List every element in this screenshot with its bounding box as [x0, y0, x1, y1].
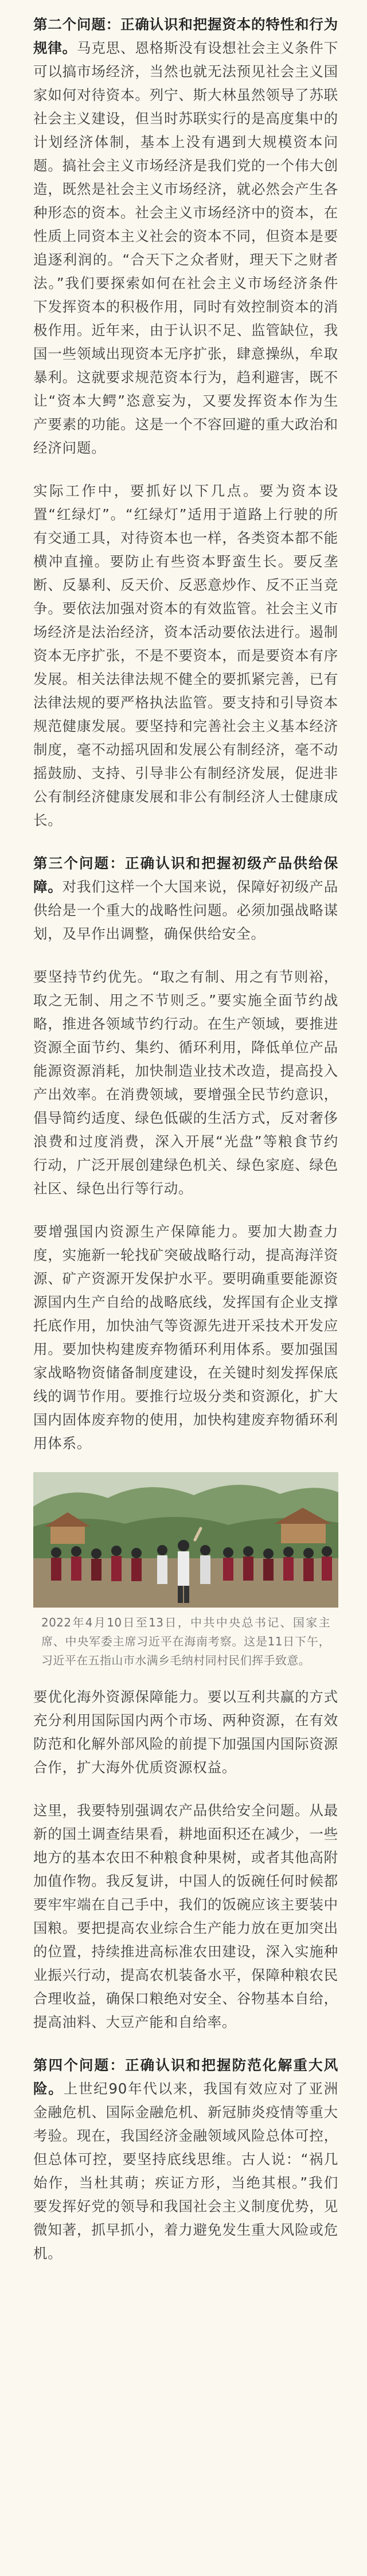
village-crowd-illustration: [33, 1472, 338, 1608]
paragraph-conservation: 要坚持节约优先。“取之有制、用之有节则裕，取之无制、用之不节则乏。”要实施全面节约战略，推进各领域节约行动。在生产领域，要推进资源全面节约、集约、循环利用，降低单位产品能源资源消耗，加快制造业技术改造，提高投入产出效率。在消费领域，要增强全民节约意识，倡导简约适度、绿色低碳的生活方式，反对奢侈浪费和过度消费，深入开展“光盘”等粮食节约行动，广泛开展创建绿色机关、绿色家庭、绿色社区、绿色出行等行动。: [33, 968, 338, 1197]
paragraph-practical-work: 实际工作中，要抓好以下几点。要为资本设置“红绿灯”。“红绿灯”适用于道路上行驶的所有交通工具，对待资本也一样，各类资本都不能横冲直撞。要防止有些资本野蛮生长。要反垄断、反暴利、反天价、反恶意炒作、反不正当竞争。要依法加强对资本的有效监管。社会主义市场经济是法治经济，资本活动要依法进行。遏制资本无序扩张，不是不要资本，而是要资本有序发展。相关法律法规不健全的要抓紧完善，已有法律法规的要严格执法监管。要支持和引导资本规范健康发展。要坚持和完善社会主义基本经济制度，毫不动摇巩固和发展公有制经济，毫不动摇鼓励、支持、引导非公有制经济发展，促进非公有制经济健康发展和非公有制经济人士健康成长。: [33, 482, 338, 828]
photo-caption: 2022年4月10日至13日，中共中央总书记、国家主席、中央军委主席习近平在海南考察。这是11日下午，习近平在五指山市水满乡毛纳村同村民们挥手致意。: [41, 1616, 330, 1667]
body-question-four: 上世纪90年代以来，我国有效应对了亚洲金融危机、国际金融危机、新冠肺炎疫情等重大考验。现在，我国经济金融领域风险总体可控，但总体可控，要坚持底线思维。古人说：“祸几始作，当杜其萌；疾证方形，当绝其根。”我们要发挥好党的领导和我国社会主义制度优势，见微知著，抓早抓小，着力避免发生重大风险或危机。: [33, 2080, 339, 2262]
paragraph-overseas-resources: 要优化海外资源保障能力。要以互利共赢的方式充分利用国际国内两个市场、两种资源，在有效防范和化解外部风险的前提下加强国内国际资源合作，扩大海外优质资源权益。: [33, 1688, 338, 1776]
body-question-two: 马克思、恩格斯没有设想社会主义条件下可以搞市场经济，当然也就无法预见社会主义国家如何对待资本。列宁、斯大林虽然领导了苏联社会主义建设，但当时苏联实行的是高度集中的计划经济体制，基本上没有遇到大规模资本问题。搞社会主义市场经济是我们党的一个伟大创造，既然是社会主义市场经济，就必然会产生各种形态的资本。社会主义市场经济中的资本，在性质上同资本主义社会的资本不同，但资本是要追逐利润的。“合天下之众者财，理天下之财者法。”我们要探索如何在社会主义市场经济条件下发挥资本的积极作用，同时有效控制资本的消极作用。近年来，由于认识不足、监管缺位，我国一些领域出现资本无序扩张，肆意操纵，牟取暴利。这就要求规范资本行为，趋利避害，既不让“资本大鳄”恣意妄为，又要发挥资本作为生产要素的功能。这是一个不容回避的重大政治和经济问题。: [33, 40, 338, 456]
heading-question-two: 第二个问题：正确认识和把握资本的特性和行为规律。: [33, 16, 338, 56]
paragraph-question-three: [33, 851, 338, 945]
paragraph-grain-security: 这里，我要特别强调农产品供给安全问题。从最新的国土调查结果看，耕地面积还在减少，一些地方的基本农田不种粮食种果树，或者其他高附加值作物。我反复讲，中国人的饭碗任何时候都要牢牢端在自己手中，我们的饭碗应该主要装中国粮。要把提高农业综合生产能力放在更加突出的位置，持续推进高标准农田建设，深入实施种业振兴行动，提高农机装备水平，保障种粮农民合理收益，确保口粮绝对安全、谷物基本自给，提高油料、大豆产能和自给率。: [33, 1802, 338, 2030]
heading-question-four: 第四个问题：正确认识和把握防范化解重大风险。: [33, 2057, 338, 2097]
paragraph-question-two: [33, 13, 338, 460]
news-photo: [33, 1472, 338, 1608]
paragraph-domestic-capacity: 要增强国内资源生产保障能力。要加大勘查力度，实施新一轮找矿突破战略行动，提高海洋资源、矿产资源开发保护水平。要明确重要能源资源国内生产自给的战略底线，发挥国有企业支撑托底作用，加快油气等资源先进开采技术开发应用。要加快构建废弃物循环利用体系。要加强国家战略物资储备制度建设，在关键时刻发挥保底线的调节作用。要推行垃圾分类和资源化，扩大国内固体废弃物的使用，加快构建废弃物循环利用体系。: [33, 1223, 338, 1452]
body-question-three: 对我们这样一个大国来说，保障好初级产品供给是一个重大的战略性问题。必须加强战略谋划，及早作出调整，确保供给安全。: [33, 878, 338, 942]
paragraph-question-four: [33, 2053, 338, 2265]
heading-question-three: 第三个问题：正确认识和把握初级产品供给保障。: [33, 855, 338, 895]
news-photo-block: [33, 1472, 338, 1670]
